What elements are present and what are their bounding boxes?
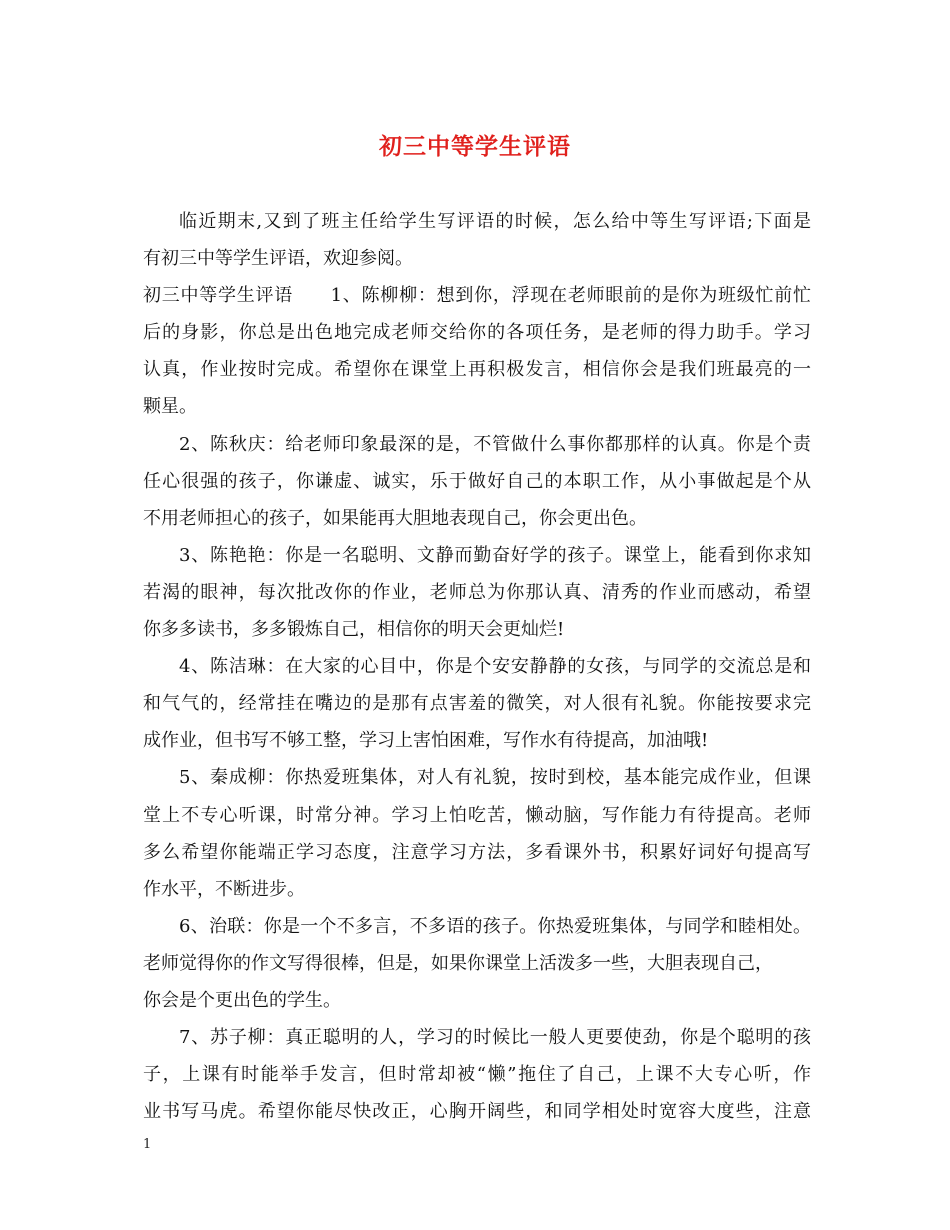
body-line: 有初三中等学生评语，欢迎参阅。 <box>143 248 413 270</box>
body-line: 若渴的眼神，每次批改你的作业，老师总为你那认真、清秀的作业而感动，希望 <box>143 581 811 603</box>
document-title: 初三中等学生评语 <box>379 133 571 160</box>
body-line: 临近期末,又到了班主任给学生写评语的时候，怎么给中等生写评语;下面是 <box>179 211 811 232</box>
body-line: 4、陈洁琳：在大家的心目中，你是个安安静静的女孩，与同学的交流总是和 <box>179 656 811 678</box>
body-line: 颗星。 <box>143 396 197 418</box>
body-line: 和气气的，经常挂在嘴边的是那有点害羞的微笑，对人很有礼貌。你能按要求完 <box>143 693 811 715</box>
body-line: 2、陈秋庆：给老师印象最深的是，不管做什么事你都那样的认真。你是个责 <box>179 433 811 455</box>
body-line: 认真，作业按时完成。希望你在课堂上再积极发言，相信你会是我们班最亮的一 <box>143 359 811 381</box>
page-number: 1 <box>143 1137 152 1152</box>
body-line: 不用老师担心的孩子，如果能再大胆地表现自己，你会更出色。 <box>143 507 647 529</box>
body-line: 堂上不专心听课，时常分神。学习上怕吃苦，懒动脑，写作能力有待提高。老师 <box>143 804 811 826</box>
body-line: 任心很强的孩子，你谦虚、诚实，乐于做好自己的本职工作，从小事做起是个从 <box>143 470 811 492</box>
body-line: 作水平，不断进步。 <box>143 878 305 900</box>
body-line: 5、秦成柳：你热爱班集体，对人有礼貌，按时到校，基本能完成作业，但课 <box>179 767 811 789</box>
body-line: 老师觉得你的作文写得很棒，但是，如果你课堂上活泼多一些，大胆表现自己， <box>143 952 773 974</box>
document-body <box>143 203 811 1130</box>
body-line: 3、陈艳艳：你是一名聪明、文静而勤奋好学的孩子。课堂上，能看到你求知 <box>179 544 811 566</box>
body-line: 你多多读书，多多锻炼自己，相信你的明天会更灿烂! <box>143 619 565 641</box>
body-line: 6、治联：你是一个不多言，不多语的孩子。你热爱班集体，与同学和睦相处。 <box>179 915 811 937</box>
body-line: 初三中等学生评语 1、陈柳柳：想到你，浮现在老师眼前的是你为班级忙前忙 <box>143 285 811 307</box>
body-line: 后的身影，你总是出色地完成老师交给你的各项任务，是老师的得力助手。学习 <box>143 322 811 344</box>
body-line: 子，上课有时能举手发言，但时常却被“懒”拖住了自己，上课不大专心听，作 <box>143 1064 811 1086</box>
body-line: 业书写马虎。希望你能尽快改正，心胸开阔些，和同学相处时宽容大度些，注意 <box>143 1101 811 1123</box>
body-line: 成作业，但书写不够工整，学习上害怕困难，写作水有待提高，加油哦! <box>143 730 709 752</box>
body-line: 多么希望你能端正学习态度，注意学习方法，多看课外书，积累好词好句提高写 <box>143 841 811 863</box>
body-line: 7、苏子柳：真正聪明的人，学习的时候比一般人更要使劲，你是个聪明的孩 <box>179 1027 811 1049</box>
body-line: 你会是个更出色的学生。 <box>143 989 341 1011</box>
